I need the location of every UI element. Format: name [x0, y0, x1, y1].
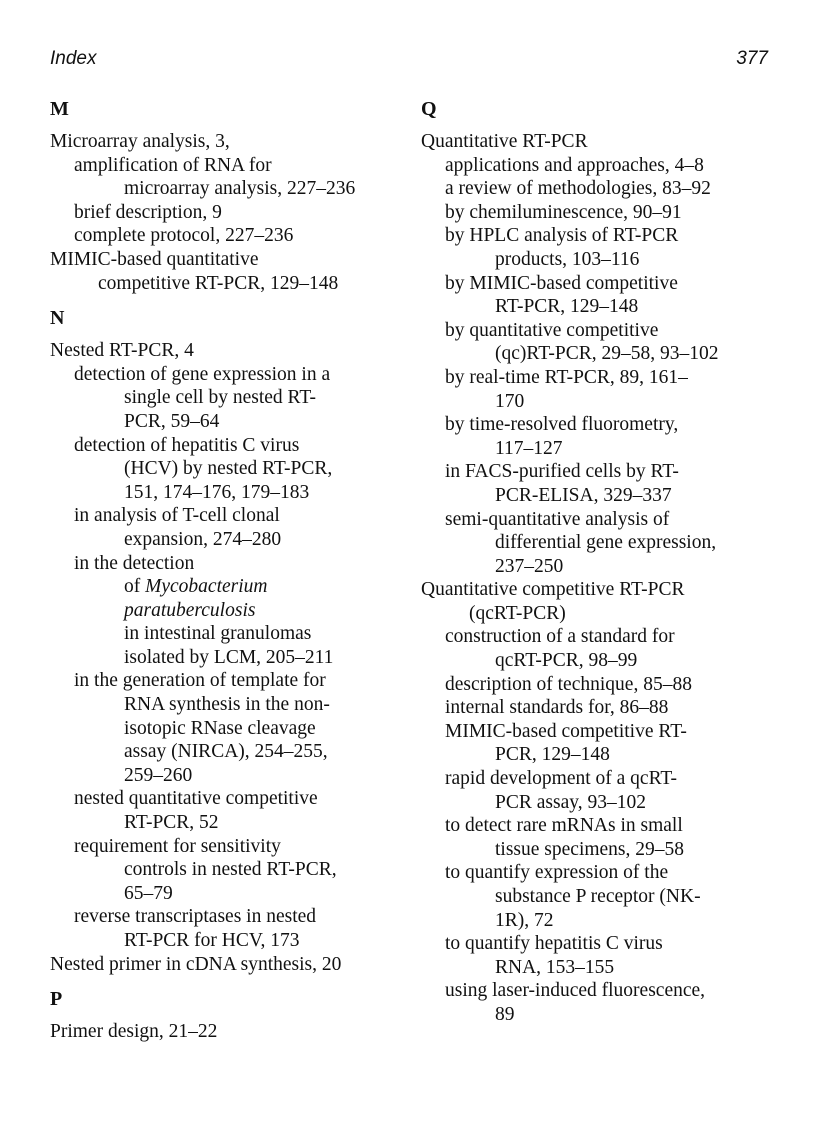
index-subentry: amplification of RNA for: [74, 154, 272, 176]
index-continuation: products, 103–116: [495, 248, 640, 270]
index-continuation: in intestinal granulomas: [124, 623, 312, 645]
index-subentry: description of technique, 85–88: [445, 673, 692, 695]
index-subentry: to quantify hepatitis C virus: [445, 933, 663, 955]
organism-name: paratuberculosis: [124, 599, 256, 621]
index-subentry: reverse transcriptases in nested: [74, 906, 317, 928]
section-letter-q: Q: [421, 98, 437, 120]
index-subentry: by chemiluminescence, 90–91: [445, 201, 682, 223]
index-continuation: [50, 575, 400, 599]
index-entry: Quantitative RT-PCR: [421, 131, 588, 152]
index-subentry: in the detection: [74, 552, 195, 574]
index-subentry: requirement for sensitivity: [74, 835, 281, 857]
index-subentry: using laser-induced fluorescence,: [445, 980, 706, 1002]
index-subentry: applications and approaches, 4–8: [445, 154, 704, 176]
index-continuation: controls in nested RT-PCR,: [124, 859, 337, 881]
index-continuation: PCR-ELISA, 329–337: [495, 484, 672, 506]
running-head-title: Index: [50, 48, 97, 69]
index-continuation: RNA synthesis in the non-: [124, 694, 330, 716]
index-entry: Microarray analysis, 3,: [50, 131, 230, 152]
index-subentry: by time-resolved fluorometry,: [445, 414, 679, 436]
index-continuation: expansion, 274–280: [124, 528, 282, 550]
running-head: [50, 48, 768, 74]
index-continuation: single cell by nested RT-: [124, 387, 316, 409]
index-continuation: 259–260: [124, 764, 193, 786]
index-continuation: 65–79: [124, 882, 173, 904]
index-entry: Nested primer in cDNA synthesis, 20: [50, 953, 342, 975]
index-subentry: by quantitative competitive: [445, 319, 659, 341]
index-subentry: a review of methodologies, 83–92: [445, 178, 711, 200]
index-continuation: 89: [495, 1003, 515, 1025]
index-continuation: qcRT-PCR, 98–99: [495, 650, 638, 672]
index-subentry: in the generation of template for: [74, 670, 326, 692]
index-continuation: microarray analysis, 227–236: [124, 178, 356, 200]
index-continuation: isotopic RNase cleavage: [124, 717, 316, 739]
index-subentry: in analysis of T-cell clonal: [74, 505, 280, 527]
index-continuation: 117–127: [495, 437, 563, 459]
index-continuation: differential gene expression,: [495, 532, 717, 554]
index-subentry: MIMIC-based competitive RT-: [445, 720, 687, 742]
index-subentry: in FACS-purified cells by RT-: [445, 461, 679, 483]
index-entry: MIMIC-based quantitative: [50, 248, 259, 270]
index-continuation: PCR, 129–148: [495, 744, 610, 766]
index-subentry: complete protocol, 227–236: [74, 225, 294, 247]
index-continuation: 151, 174–176, 179–183: [124, 481, 310, 503]
index-entry: Primer design, 21–22: [50, 1021, 218, 1043]
text-fragment: of: [124, 576, 146, 598]
index-subentry: to quantify expression of the: [445, 862, 669, 884]
section-letter-n: N: [50, 307, 65, 330]
index-continuation: [50, 599, 400, 623]
index-subentry: semi-quantitative analysis of: [445, 508, 670, 530]
right-column: [421, 96, 781, 1027]
index-continuation: (qc)RT-PCR, 29–58, 93–102: [495, 343, 719, 365]
index-subentry: construction of a standard for: [445, 626, 675, 648]
index-continuation: 170: [495, 390, 525, 412]
index-subentry: detection of gene expression in a: [74, 363, 331, 385]
index-subentry: by real-time RT-PCR, 89, 161–: [445, 366, 688, 388]
section-letter-m: M: [50, 98, 69, 120]
index-subentry: nested quantitative competitive: [74, 788, 318, 810]
organism-name: Mycobacterium: [145, 576, 268, 598]
index-continuation: PCR, 59–64: [124, 410, 220, 432]
index-subentry: rapid development of a qcRT-: [445, 768, 678, 790]
index-continuation: 237–250: [495, 555, 564, 577]
index-continuation: RT-PCR, 129–148: [495, 296, 639, 318]
page-number: 377: [736, 48, 768, 69]
index-entry: Nested RT-PCR, 4: [50, 340, 194, 362]
index-subentry: by HPLC analysis of RT-PCR: [445, 225, 679, 247]
index-subentry: by MIMIC-based competitive: [445, 272, 678, 294]
index-subentry: detection of hepatitis C virus: [74, 434, 300, 456]
index-continuation: (qcRT-PCR): [469, 602, 566, 624]
section-letter-p: P: [50, 988, 63, 1011]
index-continuation: competitive RT-PCR, 129–148: [98, 272, 339, 294]
index-continuation: RNA, 153–155: [495, 956, 615, 978]
index-subentry: brief description, 9: [74, 201, 222, 223]
index-continuation: assay (NIRCA), 254–255,: [124, 741, 328, 763]
index-continuation: tissue specimens, 29–58: [495, 838, 685, 860]
index-continuation: 1R), 72: [495, 909, 554, 931]
index-subentry: internal standards for, 86–88: [445, 697, 669, 719]
index-continuation: substance P receptor (NK-: [495, 886, 701, 907]
index-continuation: PCR assay, 93–102: [495, 791, 646, 813]
left-column: [50, 96, 400, 1044]
index-continuation: (HCV) by nested RT-PCR,: [124, 458, 333, 480]
index-continuation: isolated by LCM, 205–211: [124, 646, 334, 668]
index-continuation: RT-PCR for HCV, 173: [124, 930, 300, 951]
index-subentry: to detect rare mRNAs in small: [445, 815, 683, 837]
index-continuation: RT-PCR, 52: [124, 812, 219, 834]
index-entry: Quantitative competitive RT-PCR: [421, 579, 685, 601]
